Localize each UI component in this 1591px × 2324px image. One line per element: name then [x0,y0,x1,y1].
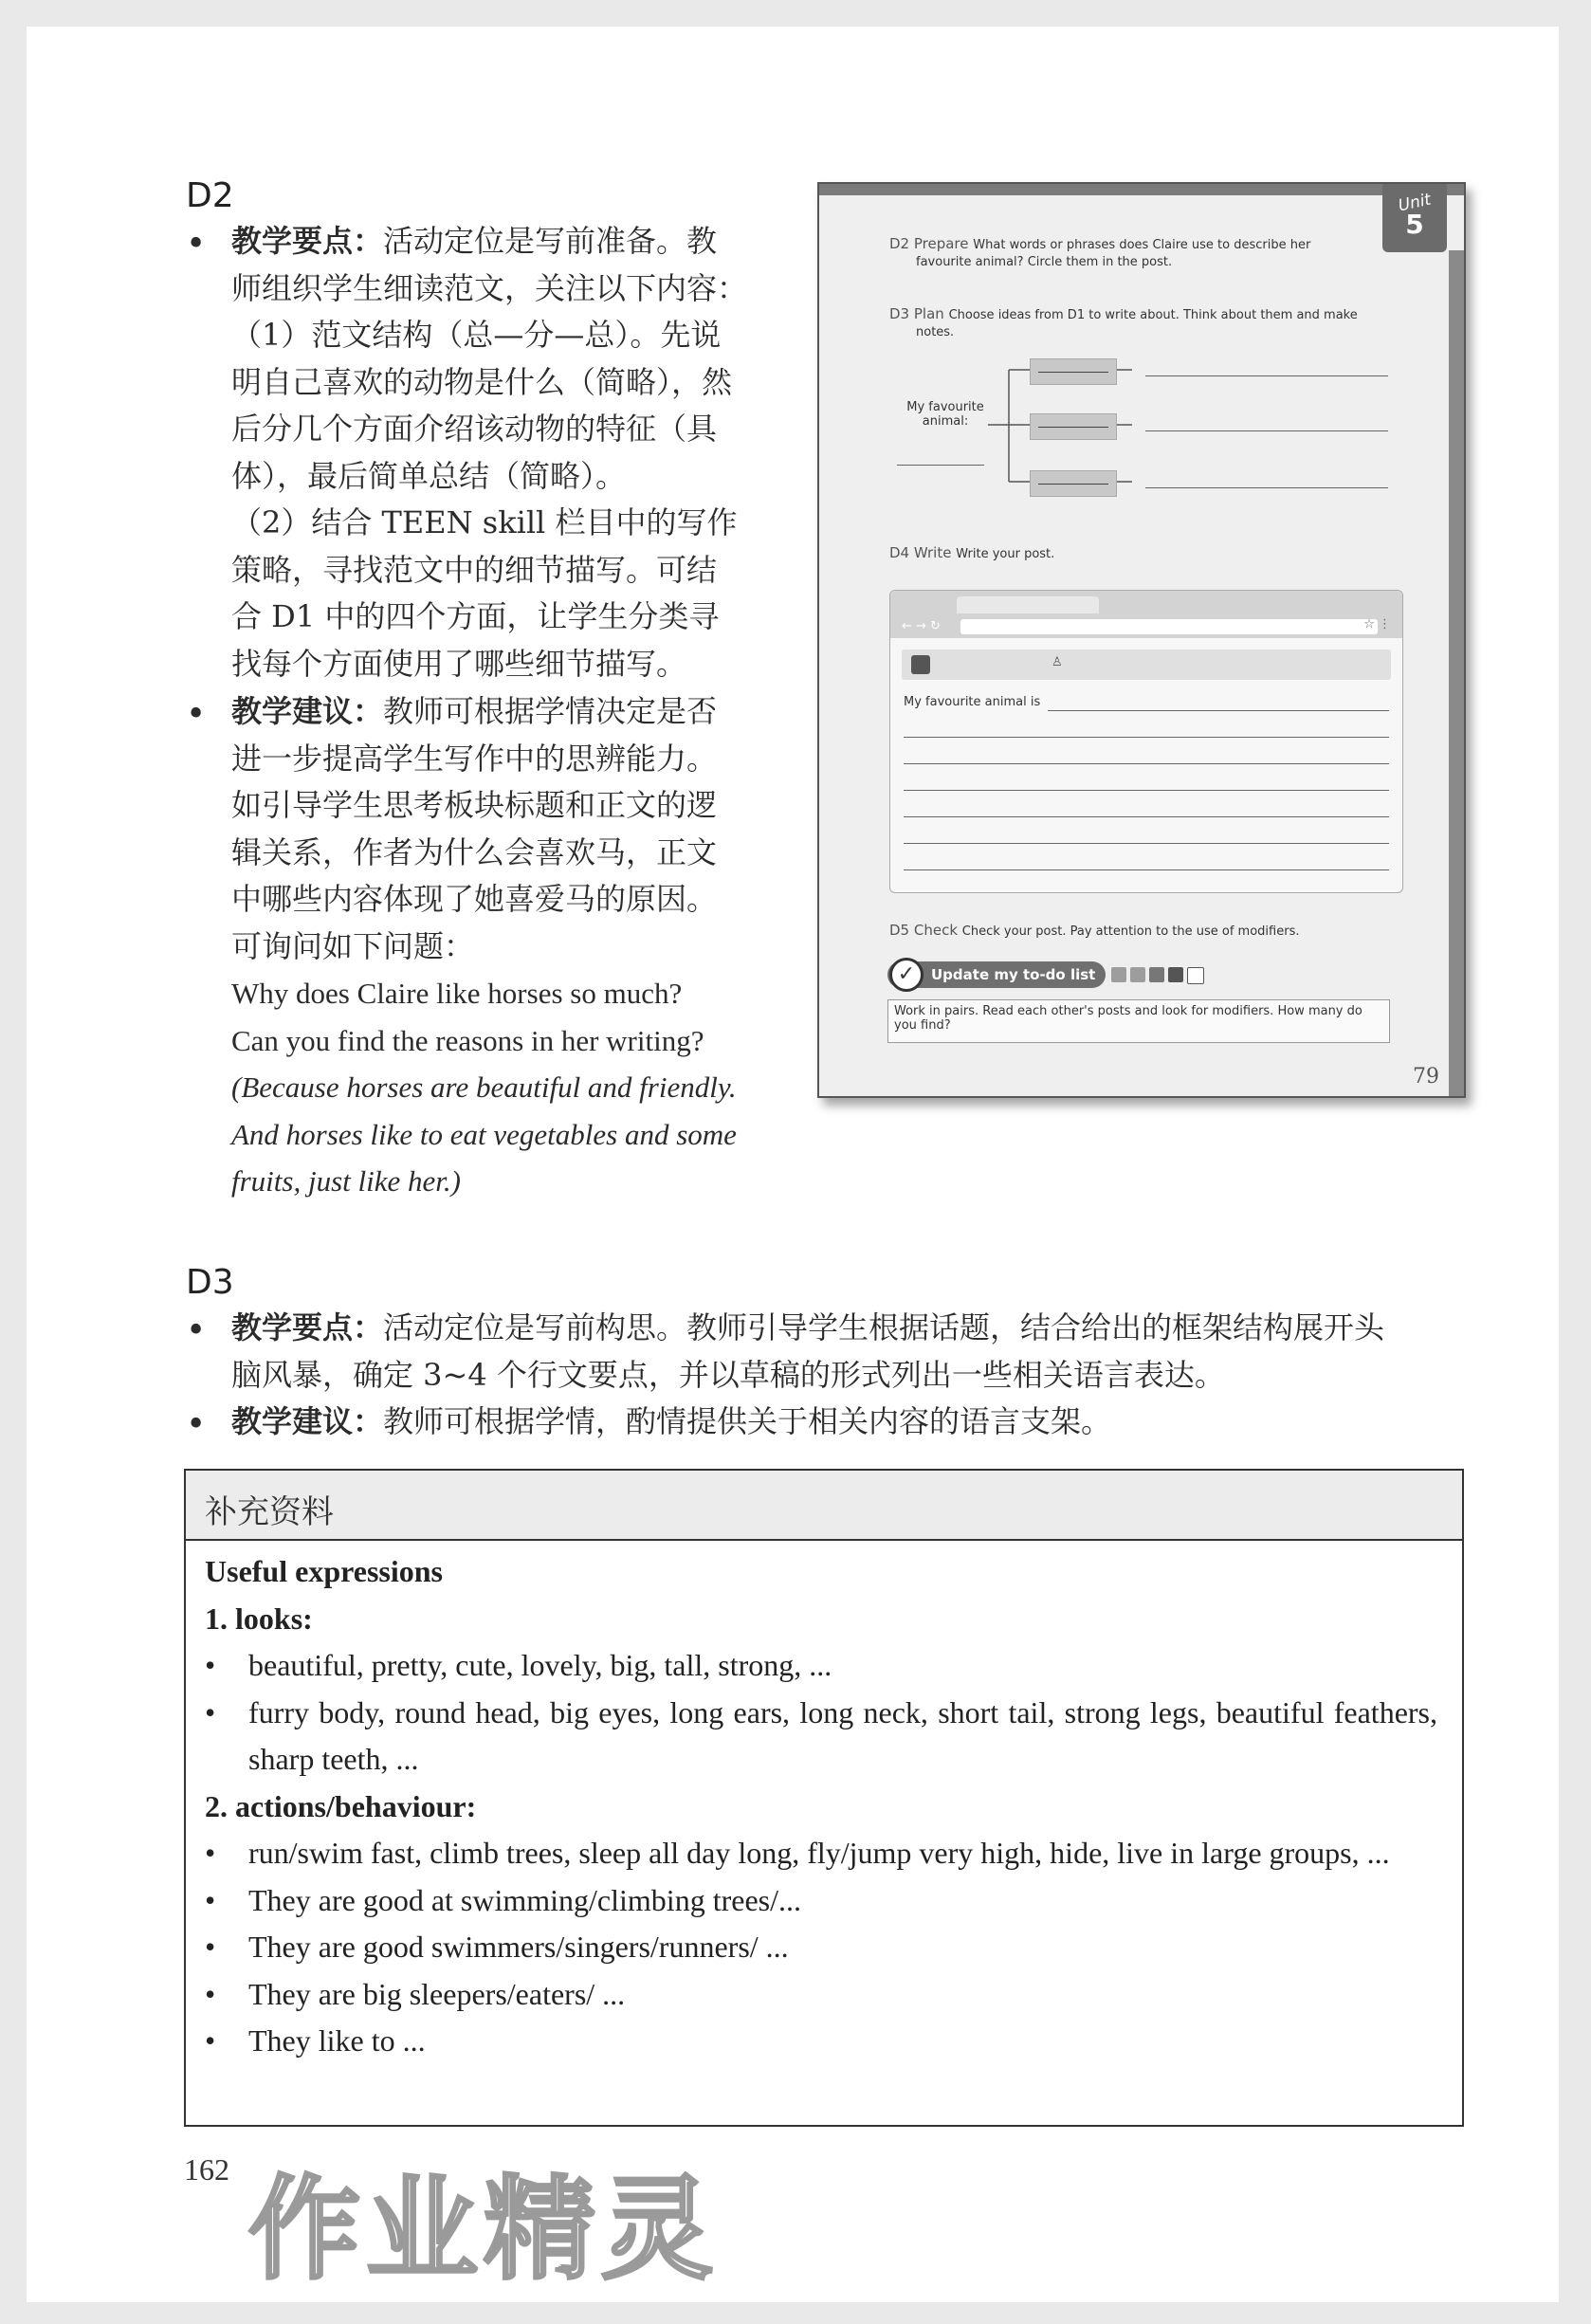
answer-line [904,869,1389,870]
todo-pill: Update my to-do list [887,961,1106,988]
bullet: • [186,695,207,734]
browser-url [960,619,1378,634]
supplement-box [184,1469,1464,2127]
list-item: • They are good at swimming/climbing trees/... [205,1877,1437,1925]
d2-heading: D2 [186,176,234,215]
supplement-title: 补充资料 [205,1493,334,1531]
unit-number: 5 [1405,209,1424,240]
nav-arrows-icon: ← → ↻ [902,619,941,633]
d3-point1-label: 教学要点： [231,1309,384,1345]
unit-word: Unit [1396,190,1433,216]
watermark: 作业精灵 [248,2164,720,2295]
text-line: 体），最后简单总结（简略）。 [231,457,627,494]
text-line: 可询问如下问题： [231,927,475,964]
progress-square [1187,967,1204,984]
page-number: 162 [184,2152,229,2187]
text-line: 活动定位是写前准备。教 [383,223,718,259]
mind-label-1: My favourite [906,400,984,414]
text-line: （1）范文结构（总—分—总）。先说 [231,317,722,353]
browser-bar [890,591,1402,638]
d5-tag: D5 Check [889,922,959,939]
answer-line: And horses like to eat vegetables and some [231,1117,737,1151]
d3-text: Choose ideas from D1 to write about. Think about them and make [948,308,1358,322]
answer-line [904,763,1389,764]
d4-text: Write your post. [956,547,1055,561]
list-item: • furry body, round head, big eyes, long ears, long neck, short tail, strong legs, beautiful feathers, sharp teeth, ... [205,1690,1437,1784]
answer-line [1145,430,1388,431]
text-line: 合 D1 中的四个方面，让学生分类寻 [231,598,720,634]
text-line: 进一步提高学生写作中的思辨能力。 [231,740,718,777]
browser-toolbar [902,650,1391,680]
d4-write [889,544,1054,561]
list-item: • They are big sleepers/eaters/ ... [205,1971,1437,2019]
d2-teaching-points [231,218,772,687]
pair-work-box: Work in pairs. Read each other's posts and look for modifiers. How many do you find? [887,999,1390,1043]
mind-box [1030,470,1117,497]
textbook-page-image [817,182,1466,1098]
d2-text: What words or phrases does Claire use to describe her [973,238,1311,252]
supplement-header [186,1471,1462,1541]
supplement-heading: Useful expressions [205,1554,443,1588]
d5-check [889,922,1299,939]
section-title: 1. looks: [205,1601,313,1636]
progress-square [1130,967,1145,982]
d2-tag: D2 Prepare [889,235,969,252]
text-line: 明自己喜欢的动物是什么（简略），然 [231,363,733,400]
user-icon: ♙ [1052,655,1063,669]
progress-square [1111,967,1126,982]
d5-text: Check your post. Pay attention to the use of modifiers. [961,924,1300,939]
d2-text: favourite animal? Circle them in the post. [916,255,1173,269]
d3-teaching-points [231,1305,1464,1399]
list-item: • run/swim fast, climb trees, sleep all day long, fly/jump very high, hide, live in large groups, ... [205,1830,1437,1877]
text-line: 教师可根据学情，酌情提供关于相关内容的语言支架。 [383,1403,1112,1439]
question-line: Why does Claire like horses so much? [231,977,683,1010]
text-line: 找每个方面使用了哪些细节描写。 [231,645,687,682]
text-line: 教师可根据学情决定是否 [383,693,718,729]
browser-tab [957,596,1099,613]
answer-line [1048,710,1389,711]
answer-line: (Because horses are beautiful and friendly. [231,1071,737,1104]
text-line: 活动定位是写前构思。教师引导学生根据话题，结合给出的框架结构展开头 [383,1309,1385,1345]
inset-page-number: 79 [1413,1065,1439,1089]
section-title: 2. actions/behaviour: [205,1788,477,1823]
text-line: 策略，寻找范文中的细节描写。可结 [231,551,718,588]
check-icon: ✓ [889,958,924,992]
d2-teaching-suggestions [231,688,772,1205]
d3-heading: D3 [186,1263,234,1302]
list-item: • They like to ... [205,2018,1437,2065]
d3-teaching-suggestions [231,1399,1464,1446]
text-line: 如引导学生思考板块标题和正文的逻 [231,787,718,823]
text-line: 辑关系，作者为什么会喜欢马，正文 [231,833,718,870]
mind-box [1030,358,1117,385]
d2-point2-label: 教学建议： [231,693,384,729]
supplement-body [205,1548,1437,2065]
text-line: 师组织学生细读范文，关注以下内容： [231,269,748,306]
text-line: 中哪些内容体现了她喜爱马的原因。 [231,881,718,917]
bullet: • [186,225,207,264]
answer-line [1145,487,1388,488]
browser-mockup [889,590,1403,893]
star-icon: ☆ ⋮ [1363,617,1391,631]
progress-square [1168,967,1183,982]
question-line: Can you find the reasons in her writing? [231,1023,704,1057]
answer-line [904,843,1389,844]
d2-point1-label: 教学要点： [231,223,384,259]
list-item: • They are good swimmers/singers/runners/ ... [205,1924,1437,1971]
answer-line [904,737,1389,738]
mind-box [1030,413,1117,440]
text-line: （2）结合 TEEN skill 栏目中的写作 [231,504,738,540]
answer-line [904,790,1389,791]
browser-prompt: My favourite animal is [904,695,1041,709]
d3-point2-label: 教学建议： [231,1403,384,1439]
bullet: • [186,1405,207,1444]
answer-line [1145,375,1388,376]
d3-tag: D3 Plan [889,305,944,322]
list-item: • beautiful, pretty, cute, lovely, big, tall, strong, ... [205,1642,1437,1690]
answer-line: fruits, just like her.) [231,1164,461,1198]
progress-square [1149,967,1164,982]
d4-tag: D4 Write [889,544,952,561]
text-line: 脑风暴，确定 3~4 个行文要点，并以草稿的形式列出一些相关语言表达。 [231,1356,1225,1393]
mind-label-2: animal: [922,414,969,429]
d3-text: notes. [916,325,955,339]
bullet: • [186,1311,207,1350]
calendar-icon [911,655,930,674]
answer-line [904,816,1389,817]
text-line: 后分几个方面介绍该动物的特征（具 [231,411,718,447]
